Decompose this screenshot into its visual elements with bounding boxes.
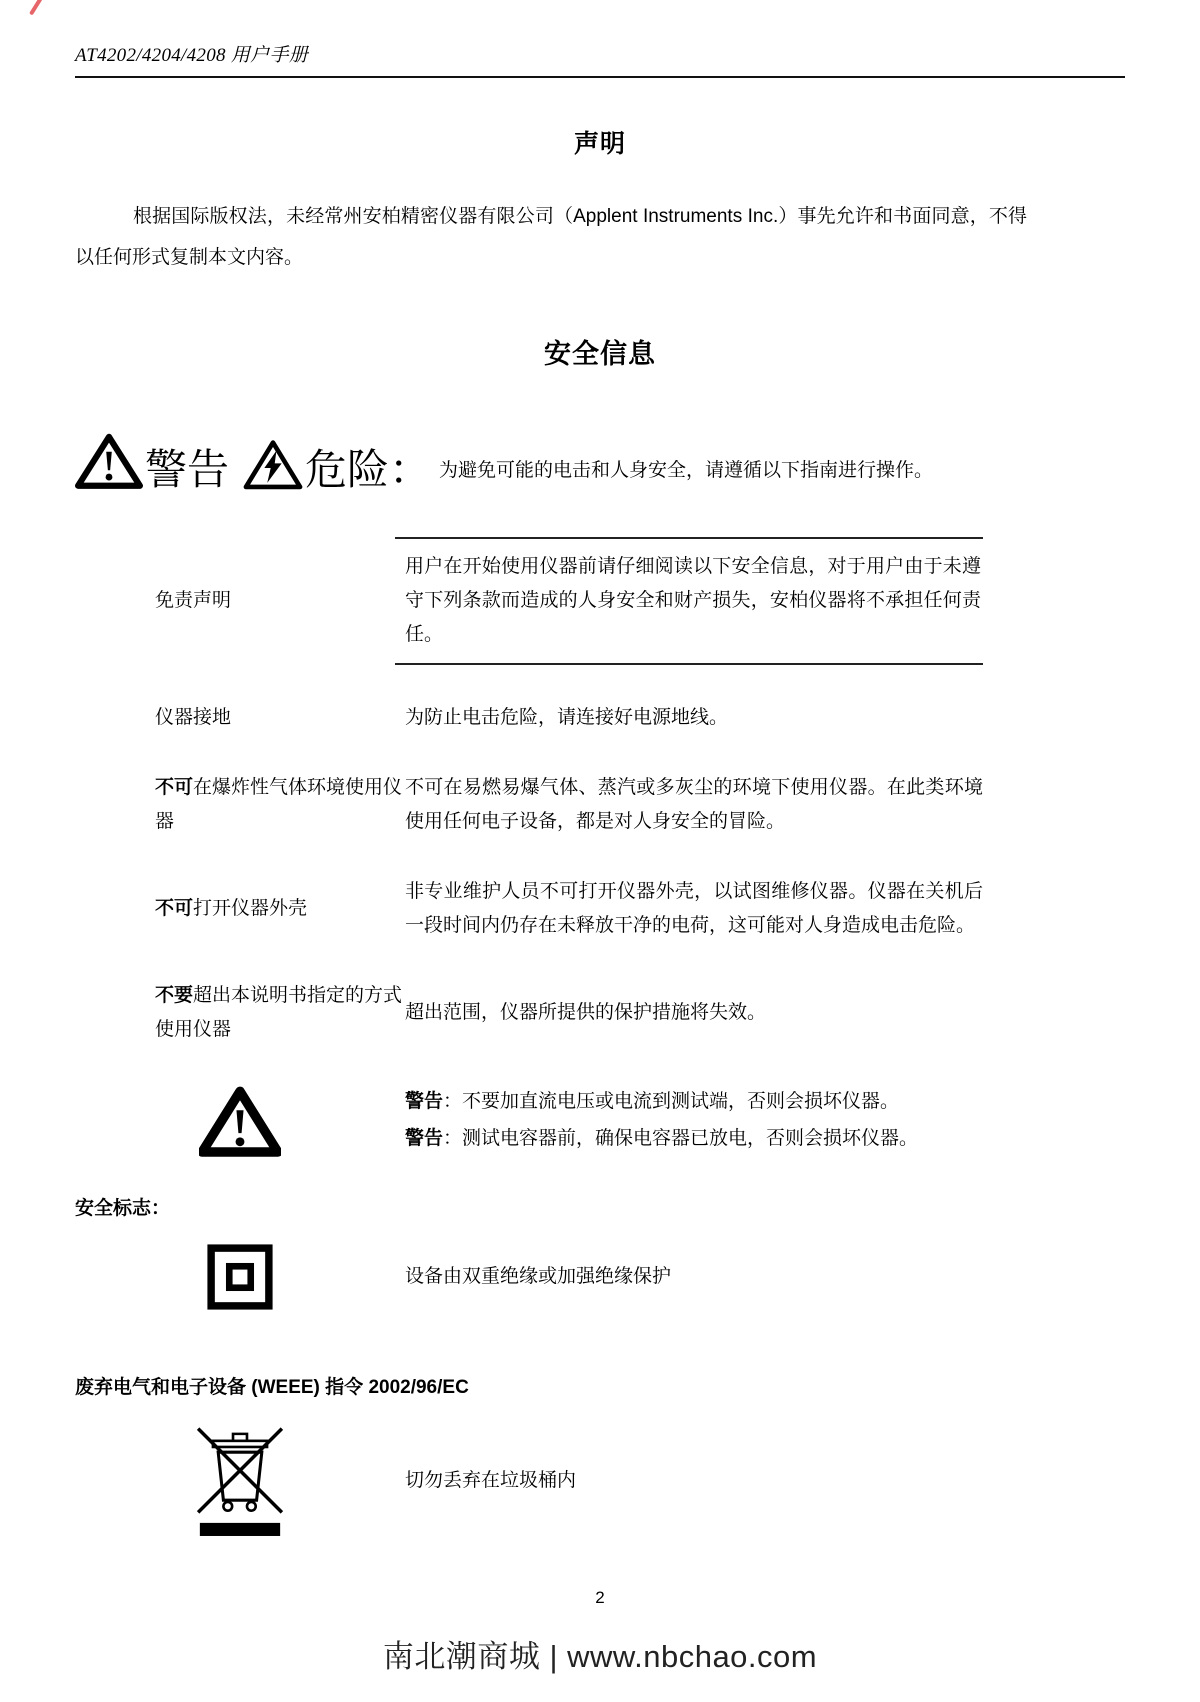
safety-desc: 非专业维护人员不可打开仪器外壳，以试图维修仪器。仪器在关机后一段时间内仍存在未释放干净的电荷，这可能对人身造成电击危险。: [405, 881, 983, 936]
site-footer: 南北潮商城 | www.nbchao.com: [382, 1639, 818, 1674]
warning-line: [405, 1120, 983, 1157]
weee-heading: 废弃电气和电子设备 (WEEE) 指令 2002/96/EC: [75, 1377, 469, 1398]
safety-term: [75, 979, 405, 1047]
scan-corner-mark: [29, 0, 43, 16]
weee-row: [75, 1423, 1125, 1539]
warning-banner: [75, 431, 1125, 491]
safety-row-out-of-spec: [75, 979, 1125, 1047]
safety-term-emphasis: 不要: [155, 985, 194, 1006]
safety-row-disclaimer: [75, 537, 1125, 665]
safety-row-explosive-atmosphere: [75, 771, 1125, 839]
page-content: [0, 124, 1200, 1539]
double-insulation-icon: [207, 1244, 273, 1310]
page-header: [75, 0, 1125, 78]
safety-term-rest: 超出本说明书指定的方式使用仪器: [155, 985, 403, 1040]
banner-colon: ：: [389, 446, 432, 493]
safety-intro: 为避免可能的电击和人身安全，请遵循以下指南进行操作。: [439, 460, 934, 482]
weee-desc: 切勿丢弃在垃圾桶内: [405, 1470, 577, 1491]
safety-term-rest: 打开仪器外壳: [193, 898, 308, 919]
warning-line-label: 警告: [405, 1128, 444, 1149]
warning-triangle-icon: [75, 431, 143, 491]
safety-desc: 超出范围，仪器所提供的保护措施将失效。: [405, 1002, 767, 1023]
safety-row-open-case: [75, 875, 1125, 943]
safety-term-rest: 在爆炸性气体环境使用仪器: [155, 777, 403, 832]
weee-crossed-bin-icon: [192, 1423, 288, 1539]
safety-marks-heading: 安全标志：: [75, 1198, 171, 1219]
warning-line: [405, 1083, 983, 1120]
header-title: AT4202/4204/4208 用户手册: [75, 45, 309, 66]
safety-term-emphasis: 不可: [155, 777, 194, 798]
warning-line-label: 警告: [405, 1091, 444, 1112]
statement-title: 声明: [573, 130, 626, 158]
lightning-triangle-icon: [243, 438, 303, 491]
page-number: 2: [595, 1588, 605, 1607]
safety-row-warnings: [75, 1083, 1125, 1157]
double-insulation-desc: 设备由双重绝缘或加强绝缘保护: [405, 1266, 672, 1287]
warning-label: 警告: [145, 446, 230, 493]
warnings-cell: [405, 1083, 983, 1157]
warning-line-text: ：不要加直流电压或电流到测试端，否则会损坏仪器。: [443, 1091, 900, 1112]
safety-term: [75, 771, 405, 839]
danger-label: 危险: [305, 446, 390, 493]
safety-term: [75, 892, 405, 926]
safety-table: [75, 537, 1125, 1157]
safety-term: 仪器接地: [155, 707, 232, 728]
safety-term-emphasis: 不可: [155, 898, 194, 919]
safety-desc: 不可在易燃易爆气体、蒸汽或多灰尘的环境下使用仪器。在此类环境使用任何电子设备，都是对人身安全的冒险。: [405, 777, 983, 832]
warning-line-text: ：测试电容器前，确保电容器已放电，否则会损坏仪器。: [443, 1128, 919, 1149]
safety-desc: 为防止电击危险，请连接好电源地线。: [405, 707, 729, 728]
safety-row-grounding: [75, 701, 1125, 735]
statement-body: 根据国际版权法，未经常州安柏精密仪器有限公司（Applent Instruments Inc.）事先允许和书面同意，不得以任何形式复制本文内容。: [75, 206, 1027, 268]
caution-icon-cell: [199, 1084, 281, 1157]
double-insulation-row: [75, 1244, 1125, 1310]
safety-term: 免责声明: [155, 590, 232, 611]
safety-desc: 用户在开始使用仪器前请仔细阅读以下安全信息，对于用户由于未遵守下列条款而造成的人身安全和财产损失，安柏仪器将不承担任何责任。: [395, 537, 983, 665]
safety-title: 安全信息: [544, 339, 656, 369]
caution-triangle-icon: [199, 1084, 281, 1157]
